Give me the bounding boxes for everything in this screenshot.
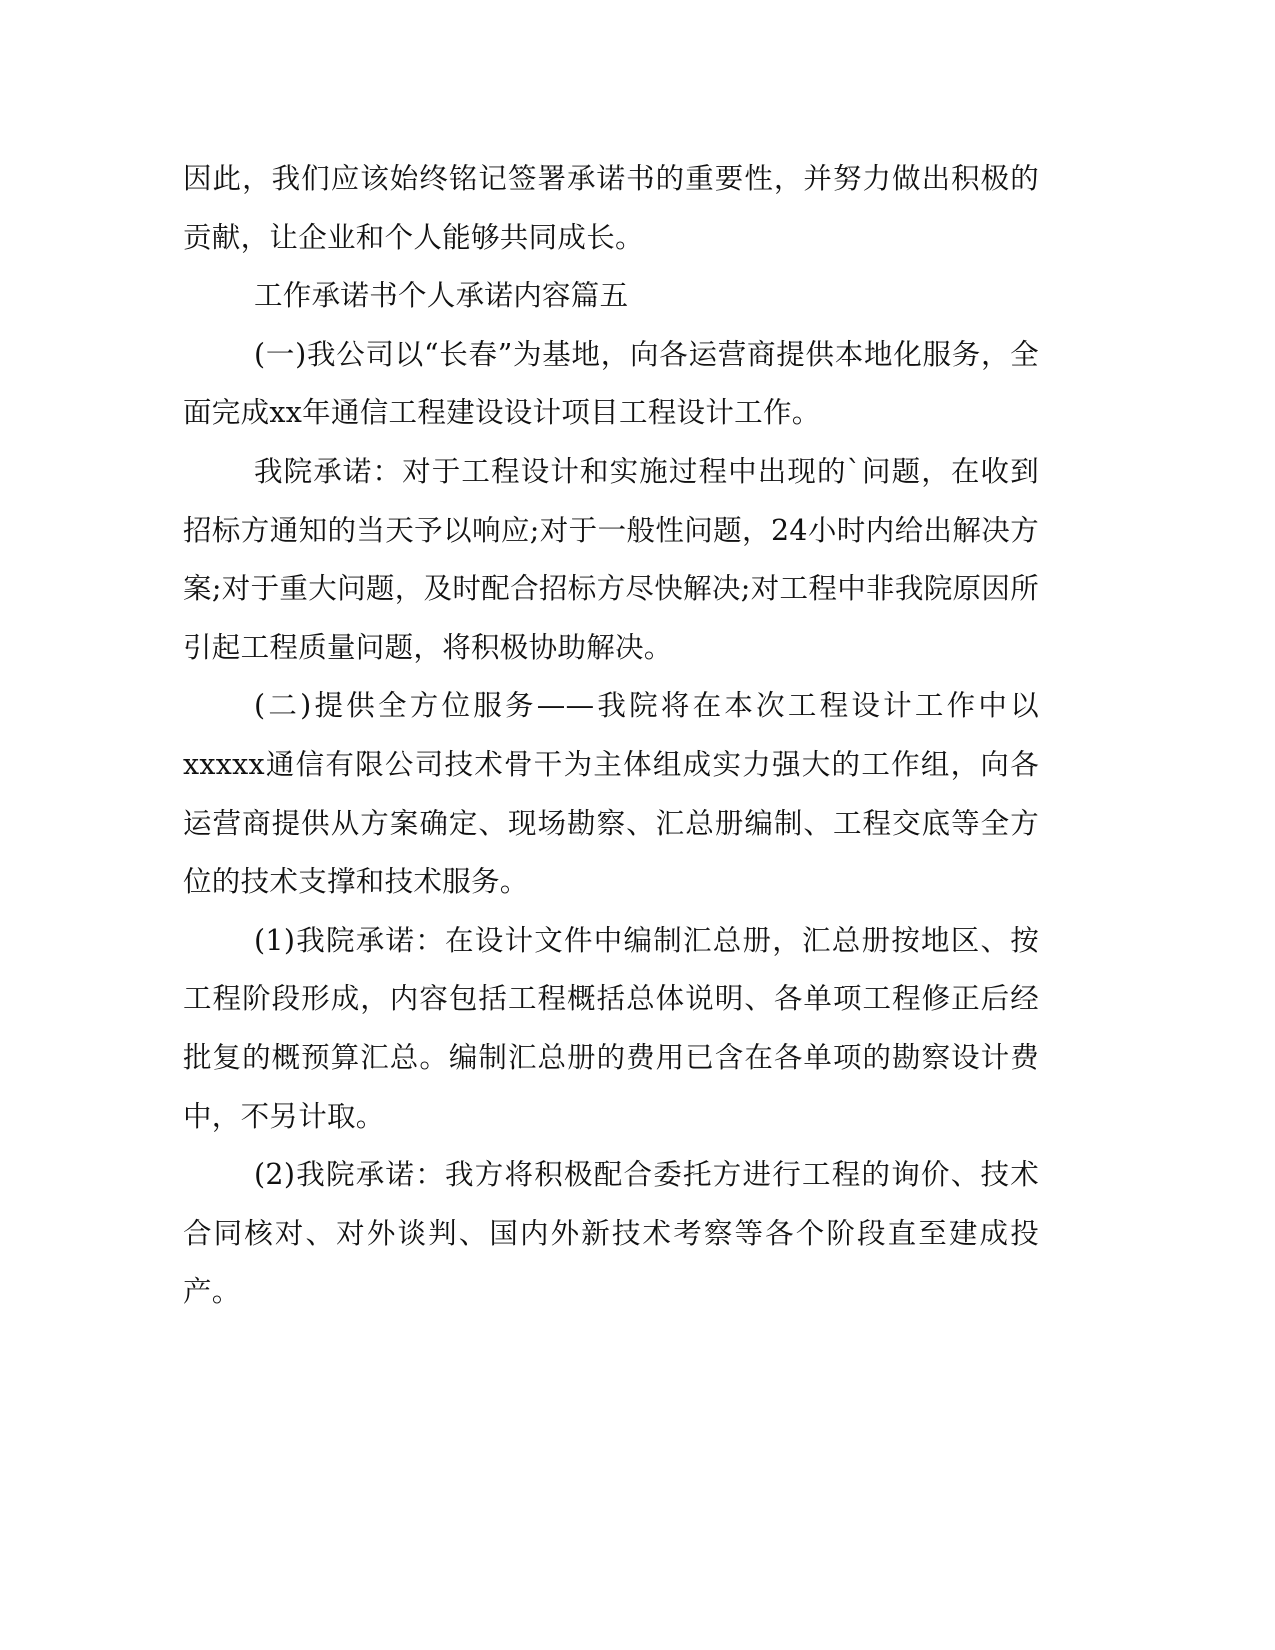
paragraph-item-one: (一)我公司以“长春”为基地，向各运营商提供本地化服务，全面完成xx年通信工程建设设计项目工程设计工作。 [183, 337, 1039, 430]
paragraph-item-two: (二)提供全方位服务——我院将在本次工程设计工作中以xxxxx通信有限公司技术骨干为主体组成实力强大的工作组，向各运营商提供从方案确定、现场勘察、汇总册编制、工程交底等全方位的技术支撑和技术服务。 [183, 689, 1039, 899]
paragraph-commitment-2: (2)我院承诺：我方将积极配合委托方进行工程的询价、技术合同核对、对外谈判、国内外新技术考察等各个阶段直至建成投产。 [183, 1158, 1039, 1309]
paragraph-commitment-response: 我院承诺：对于工程设计和实施过程中出现的`问题，在收到招标方通知的当天予以响应;对于一般性问题，24小时内给出解决方案;对于重大问题，及时配合招标方尽快解决;对工程中非我院原因所引起工程质量问题，将积极协助解决。 [183, 454, 1039, 664]
paragraph-conclusion: 因此，我们应该始终铭记签署承诺书的重要性，并努力做出积极的贡献，让企业和个人能够共同成长。 [183, 162, 1039, 254]
section-heading: 工作承诺书个人承诺内容篇五 [254, 279, 629, 313]
paragraph-commitment-1: (1)我院承诺：在设计文件中编制汇总册，汇总册按地区、按工程阶段形成，内容包括工程概括总体说明、各单项工程修正后经批复的概预算汇总。编制汇总册的费用已含在各单项的勘察设计费中，不另计取。 [183, 923, 1039, 1133]
document-body [183, 150, 1039, 1322]
